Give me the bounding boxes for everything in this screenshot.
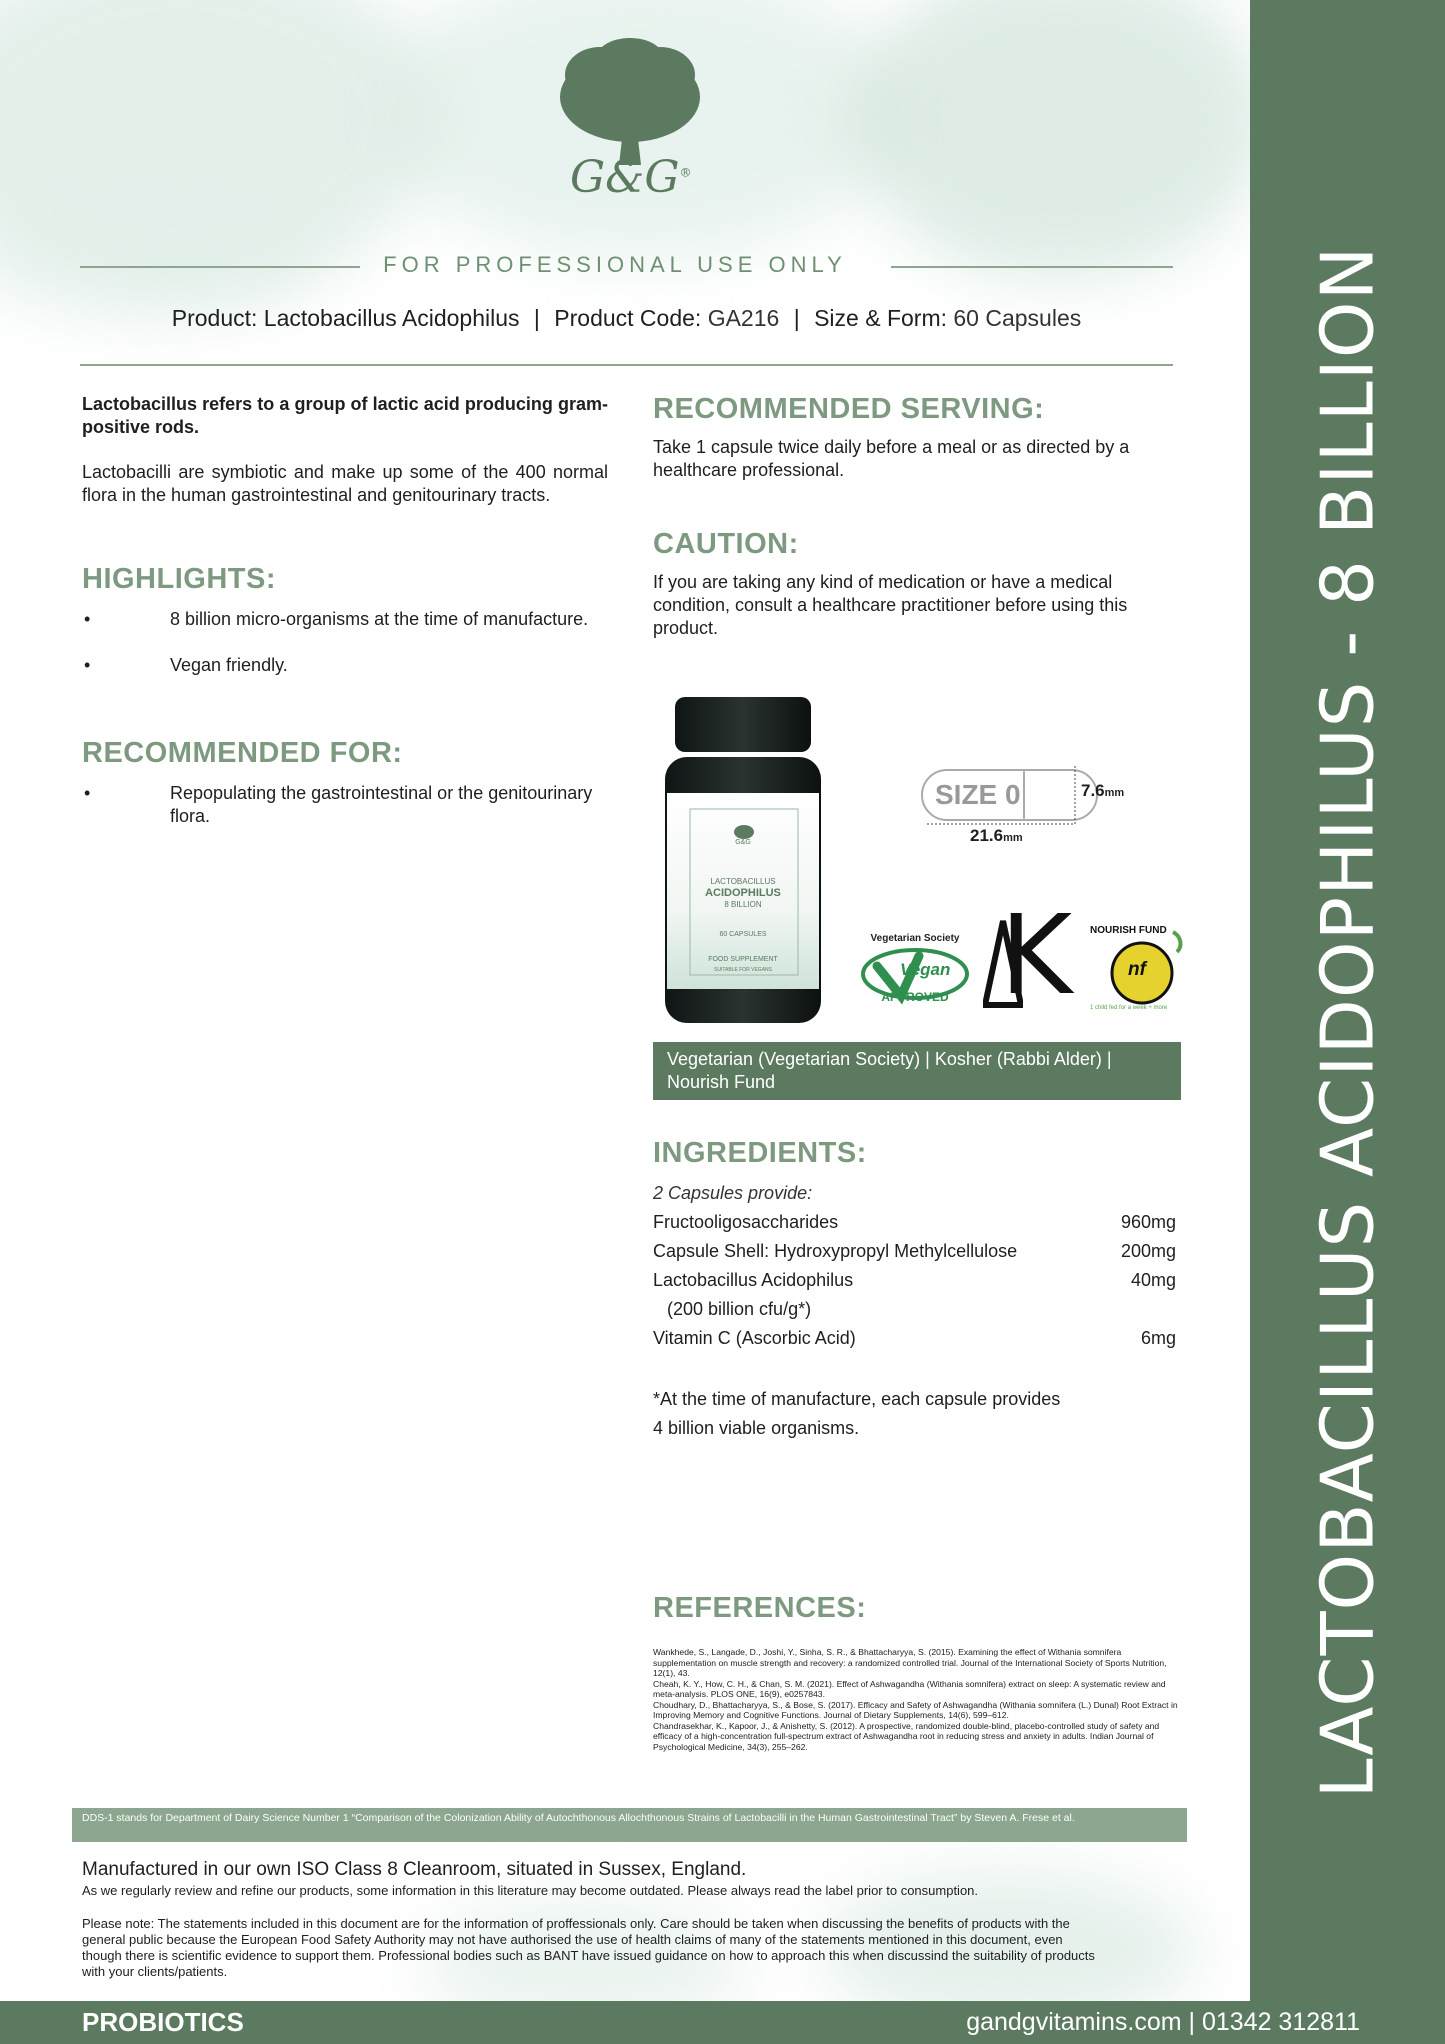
list-item: • Vegan friendly.: [84, 655, 288, 675]
footer-contact: gandgvitamins.com | 01342 312811: [966, 2008, 1360, 2036]
recommended-for-heading: RECOMMENDED FOR:: [82, 737, 403, 769]
divider: [80, 266, 360, 268]
bottle-label-line: 60 CAPSULES: [719, 931, 767, 938]
list-item: • 8 billion micro-organisms at the time of manufacture.: [84, 609, 589, 629]
bullet-icon: •: [84, 655, 91, 675]
table-row: Lactobacillus Acidophilus 40mg: [653, 1270, 1176, 1290]
review-note: As we regularly review and refine our products, some information in this literature may become outdated. Please always read the label prior to consumption.: [82, 1883, 979, 1898]
vegan-badge-mid-text: Vegan: [900, 960, 951, 979]
list-item: Cheah, K. Y., How, C. H., & Chan, S. M. (2021). Effect of Ashwagandha (Withania somnifera) extract on sleep: A systematic review and meta-analysis. PLOS ONE, 16(9), e0257843.: [653, 1678, 1166, 1699]
right-column: [653, 393, 1181, 640]
product-bottle-image: [657, 695, 829, 1025]
caution-text: If you are taking any kind of medication or have a medical condition, consult a healthcare practitioner before using this product.: [653, 572, 1128, 638]
caution-heading: CAUTION:: [653, 528, 799, 560]
table-row: Fructooligosaccharides 960mg: [653, 1212, 1176, 1232]
intro-body: Lactobacilli are symbiotic and make up some of the 400 normal flora in the human gastrointestinal and genitourinary tracts.: [82, 462, 608, 505]
ingredients-heading: INGREDIENTS:: [653, 1137, 867, 1169]
footer-category: PROBIOTICS: [82, 2007, 244, 2037]
background-wash: [850, 0, 1270, 280]
sidebar-title-wrap: [1250, 0, 1445, 2044]
table-row: (200 billion cfu/g*): [667, 1299, 812, 1319]
serving-text: Take 1 capsule twice daily before a meal or as directed by a healthcare professional.: [653, 437, 1130, 480]
manufacturing-statement: Manufactured in our own ISO Class 8 Cleanroom, situated in Sussex, England.: [82, 1859, 747, 1880]
bullet-icon: •: [84, 609, 91, 629]
nourish-badge-mark: nf: [1128, 959, 1146, 980]
divider: [891, 266, 1173, 268]
bottle-label-line: 8 BILLION: [724, 900, 762, 909]
bottle-label-line: ACIDOPHILUS: [705, 887, 781, 899]
list-item: Wankhede, S., Langade, D., Joshi, Y., Sinha, S. R., & Bhattacharyya, S. (2015). Examining the effect of Withania somnifera supplementation on muscle strength and recovery: a randomized controlled trial. Journal of the International Society of Sports Nutrition, 12(1), 43.: [653, 1647, 1167, 1678]
references-list: [653, 1647, 1181, 1752]
bullet-icon: •: [84, 783, 91, 803]
dds-note-bar: DDS-1 stands for Department of Dairy Science Number 1 “Comparison of the Colonization Ability of Autochthonous Allochthonous Strains of Lactobacilli in the Human Gastrointestinal Tract” by Steven A. Frese et al.: [72, 1808, 1187, 1842]
bottle-label-line: LACTOBACILLUS: [710, 877, 776, 886]
list-item: • Repopulating the gastrointestinal or the genitourinary flora.: [84, 783, 593, 826]
product-summary-line: Product: Lactobacillus Acidophilus | Product Code: GA216 | Size & Form: 60 Capsules: [171, 305, 1082, 331]
kosher-badge-letter: K: [1000, 891, 1073, 1019]
list-item: Chandrasekhar, K., Kapoor, J., & Anishetty, S. (2012). A prospective, randomized double-blind, placebo-controlled study of safety and efficacy of a high-concentration full-spectrum extract of Ashwagandha root in reducing stress and anxiety in adults. Indian Journal of Psychological Medicine, 34(3), 255–262.: [653, 1720, 1160, 1752]
ingredients-section: [653, 1137, 1181, 1443]
intro-lead: Lactobacillus refers to a group of lactic acid producing gram-positive rods.: [82, 394, 608, 437]
product-label: Product:: [171, 305, 258, 331]
references-heading: REFERENCES:: [653, 1592, 867, 1624]
capsule-width-label: 7.6mm: [1081, 781, 1125, 800]
capsule-length-label: 21.6mm: [970, 826, 1023, 845]
product-value: Lactobacillus Acidophilus: [263, 305, 520, 331]
vegan-badge-bottom-text: APPROVED: [881, 990, 949, 1004]
table-row: Vitamin C (Ascorbic Acid) 6mg: [653, 1328, 1176, 1348]
nourish-badge-top-text: NOURISH FUND: [1090, 925, 1167, 936]
recommended-serving-heading: RECOMMENDED SERVING:: [653, 393, 1045, 425]
certifications-bar: Vegetarian (Vegetarian Society) | Kosher (Rabbi Alder) | Nourish Fund: [653, 1042, 1181, 1100]
capsule-dimension-lines: [921, 762, 1091, 828]
divider: [80, 364, 1173, 366]
professional-use-notice: FOR PROFESSIONAL USE ONLY: [383, 252, 847, 277]
size-label: Size & Form:: [814, 305, 947, 331]
bottle-logo-text: G&G: [735, 839, 751, 846]
capsule-size-label: SIZE 0: [935, 779, 1021, 810]
vegan-badge-top-text: Vegetarian Society: [870, 933, 960, 944]
size-value: 60 Capsules: [953, 305, 1082, 331]
list-item: Choudhary, D., Bhattacharyya, S., & Bose, S. (2017). Efficacy and Safety of Ashwagandha (Withania somnifera (L.) Dunal) Root Extract in Improving Memory and Cognitive Functions. Journal of Dietary Supplements, 14(6), 599–612.: [653, 1699, 1178, 1720]
nourish-badge-bottom-text: 1 child fed for a week + more: [1090, 1005, 1168, 1011]
table-row: Capsule Shell: Hydroxypropyl Methylcellulose 200mg: [653, 1241, 1176, 1261]
bottle-label-line: FOOD SUPPLEMENT: [708, 956, 778, 963]
ingredients-footnote: *At the time of manufacture, each capsule provides 4 billion viable organisms.: [653, 1389, 1061, 1438]
ingredients-provide: 2 Capsules provide:: [653, 1183, 813, 1203]
sidebar-title: LACTOBACILLUS ACIDOPHILUS - 8 BILLION: [1305, 245, 1390, 1799]
bottle-label-line: SUITABLE FOR VEGANS: [714, 967, 772, 973]
ingredients-table: [653, 1182, 1181, 1362]
highlights-heading: HIGHLIGHTS:: [82, 563, 276, 595]
left-column: [82, 393, 608, 828]
code-value: GA216: [707, 305, 780, 331]
please-note: Please note: The statements included in this document are for the information of proffessionals only. Care should be taken when discussing the benefits of products with the general public because the European Food Safety Authority may not have authorised the use of health claims of many of the statements mentioned in this document, even though there is scientific evidence to support them. Professional bodies such as BANT have issued guidance on how to approach this when discussind the suitability of products with your clients/patients.: [82, 1916, 1095, 1979]
brand-logo-text: G&G®: [570, 152, 692, 203]
code-label: Product Code:: [554, 305, 702, 331]
